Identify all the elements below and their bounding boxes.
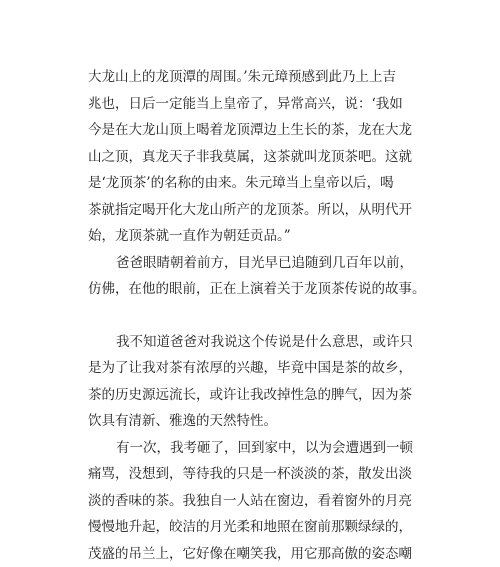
paragraph-line: 茶就指定喝开化大龙山所产的龙顶茶。所以，从明代开 [88, 197, 428, 224]
paragraph-line: 大龙山上的龙顶潭的周围。’朱元璋预感到此乃上上吉 [88, 64, 428, 91]
paragraph-line: 饮具有清新、雅逸的天然特性。 [88, 408, 428, 435]
paragraph-line: 痛骂，没想到，等待我的只是一杯淡淡的茶，散发出淡 [88, 461, 428, 488]
paragraph-line: 有一次，我考砸了，回到家中，以为会遭遇到一顿 [88, 435, 428, 462]
paragraph-line: 是‘龙顶茶’的名称的由来。朱元璋当上皇帝以后，喝 [88, 170, 428, 197]
paragraph-line: 淡的香味的茶。我独自一人站在窗边，看着窗外的月亮 [88, 488, 428, 515]
paragraph-line: 爸爸眼睛朝着前方，目光早已追随到几百年以前， [88, 250, 428, 277]
paragraph-line: 是为了让我对茶有浓厚的兴趣，毕竟中国是茶的故乡， [88, 355, 428, 382]
paragraph-4 [88, 435, 428, 567]
paragraph-spacer [88, 303, 428, 329]
paragraph-line: 兆也，日后一定能当上皇帝了，异常高兴，说：‘我如 [88, 91, 428, 118]
paragraph-line: 茂盛的吊兰上，它好像在嘲笑我，用它那高傲的姿态嘲 [88, 541, 428, 567]
paragraph-line: 仿佛，在他的眼前，正在上演着关于龙顶茶传说的故事。 [88, 276, 428, 303]
paragraph-line: 山之顶，真龙天子非我莫属，这茶就叫龙顶茶吧。这就 [88, 144, 428, 171]
paragraph-line: 今是在大龙山顶上喝着龙顶潭边上生长的茶，龙在大龙 [88, 117, 428, 144]
paragraph-line: 我不知道爸爸对我说这个传说是什么意思，或许只 [88, 329, 428, 356]
paragraph-line: 始，龙顶茶就一直作为朝廷贡品。” [88, 223, 428, 250]
paragraph-line: 茶的历史源远流长，或许让我改掉性急的脾气，因为茶 [88, 382, 428, 409]
paragraph-1 [88, 64, 428, 250]
document-body [88, 64, 428, 567]
paragraph-line: 慢慢地升起，皎洁的月光柔和地照在窗前那颗绿绿的， [88, 514, 428, 541]
paragraph-2 [88, 250, 428, 303]
paragraph-3 [88, 329, 428, 435]
